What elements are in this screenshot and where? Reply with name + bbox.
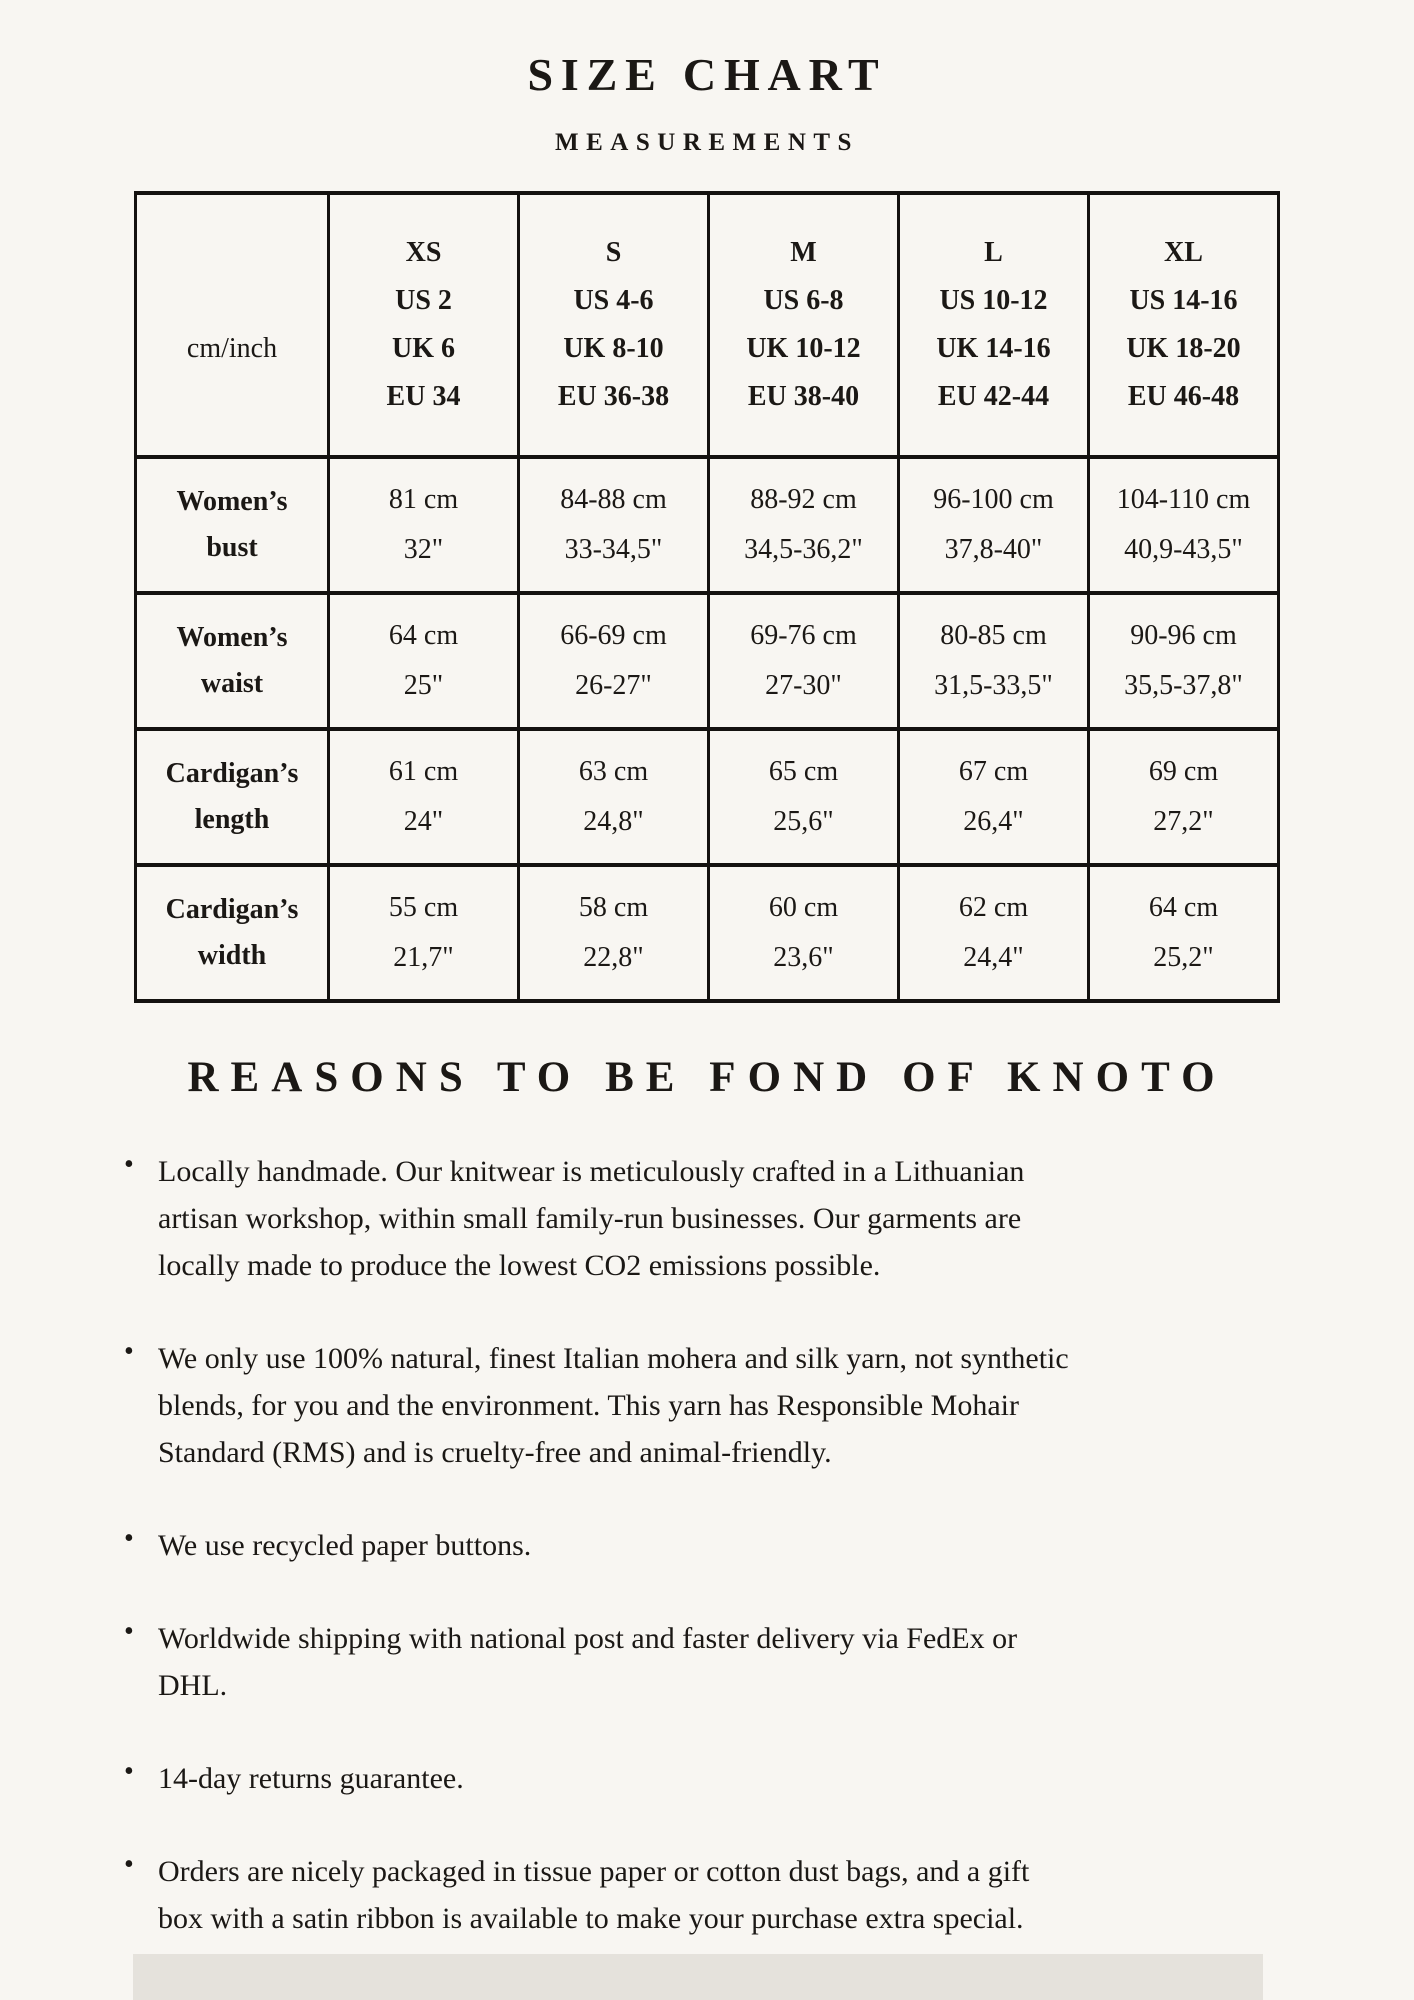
value-inch: 24": [403, 805, 444, 837]
measurement-cell: [519, 729, 709, 865]
reason-text-line: • Worldwide shipping with national post and faster delivery via FedEx or: [158, 1621, 1018, 1655]
value-inch: 26-27": [575, 669, 652, 701]
size-eu: EU 42-44: [937, 380, 1050, 412]
measurement-cell: [329, 729, 519, 865]
value-cm: 65 cm: [768, 755, 839, 787]
size-header-l: [899, 193, 1089, 457]
value-cm: 88-92 cm: [750, 483, 857, 515]
reason-text-line: • We use recycled paper buttons.: [158, 1528, 532, 1562]
table-row-cardigans-length: [136, 729, 1279, 865]
row-label: Cardigan’s: [165, 893, 299, 925]
row-label: bust: [206, 531, 258, 563]
size-eu: EU 46-48: [1127, 380, 1240, 412]
measurement-cell: [1089, 593, 1279, 729]
measurement-cell: [519, 865, 709, 1001]
measurement-cell: [709, 593, 899, 729]
measurement-cell: [1089, 865, 1279, 1001]
value-cm: 60 cm: [768, 891, 839, 923]
reason-text-line: • We only use 100% natural, finest Italian mohera and silk yarn, not synthetic: [158, 1341, 1069, 1375]
row-label-cell: [136, 593, 329, 729]
reason-text-line: • Orders are nicely packaged in tissue paper or cotton dust bags, and a gift: [158, 1854, 1030, 1888]
size-uk: UK 10-12: [746, 332, 861, 364]
reason-text-line: locally made to produce the lowest CO2 emissions possible.: [158, 1248, 881, 1282]
value-inch: 24,4": [963, 941, 1024, 973]
value-cm: 67 cm: [958, 755, 1029, 787]
value-cm: 64 cm: [388, 619, 459, 651]
measurement-cell: [709, 457, 899, 593]
size-eu: EU 38-40: [747, 380, 860, 412]
size-chart-table: [134, 191, 1280, 1003]
list-item: [158, 1148, 1414, 1289]
value-cm: 104-110 cm: [1116, 483, 1251, 515]
row-label-cell: [136, 457, 329, 593]
value-inch: 27,2": [1153, 805, 1214, 837]
reason-text-line: artisan workshop, within small family-run businesses. Our garments are: [158, 1201, 1022, 1235]
measurement-cell: [329, 865, 519, 1001]
value-inch: 34,5-36,2": [744, 533, 863, 565]
size-header-xl: [1089, 193, 1279, 457]
size-uk: UK 14-16: [936, 332, 1051, 364]
measurement-cell: [1089, 457, 1279, 593]
value-inch: 35,5-37,8": [1124, 669, 1243, 701]
size-uk: UK 8-10: [563, 332, 664, 364]
size-header-s: [519, 193, 709, 457]
page-subtitle: MEASUREMENTS: [555, 128, 859, 156]
value-inch: 37,8-40": [944, 533, 1043, 565]
size-name: XL: [1164, 236, 1203, 268]
row-label-cell: [136, 865, 329, 1001]
size-header-m: [709, 193, 899, 457]
value-inch: 26,4": [963, 805, 1024, 837]
measurement-cell: [329, 593, 519, 729]
row-label-cell: [136, 729, 329, 865]
row-label: width: [197, 939, 267, 971]
measurement-cell: [899, 457, 1089, 593]
list-item: [158, 1755, 1414, 1802]
size-eu: EU 36-38: [557, 380, 670, 412]
value-inch: 31,5-33,5": [934, 669, 1053, 701]
size-name: L: [984, 236, 1003, 268]
size-name: S: [605, 236, 622, 268]
reason-text-line: Standard (RMS) and is cruelty-free and animal-friendly.: [158, 1435, 832, 1469]
size-name: XS: [405, 236, 442, 268]
list-item: [158, 1615, 1414, 1709]
list-item: [158, 1848, 1414, 1942]
value-inch: 25,2": [1153, 941, 1214, 973]
value-cm: 96-100 cm: [933, 483, 1054, 515]
value-cm: 58 cm: [578, 891, 649, 923]
value-cm: 63 cm: [578, 755, 649, 787]
reasons-list: [158, 1148, 1414, 1942]
size-us: US 6-8: [763, 284, 844, 316]
value-cm: 69 cm: [1148, 755, 1219, 787]
page-title: SIZE CHART: [527, 49, 887, 100]
value-cm: 64 cm: [1148, 891, 1219, 923]
size-eu: EU 34: [386, 380, 461, 412]
row-label: Women’s: [176, 621, 288, 653]
measurement-cell: [1089, 729, 1279, 865]
table-row-cardigans-width: [136, 865, 1279, 1001]
list-item: [158, 1522, 1414, 1569]
reason-text-line: blends, for you and the environment. This yarn has Responsible Mohair: [158, 1388, 1019, 1422]
size-us: US 10-12: [939, 284, 1048, 316]
value-inch: 24,8": [583, 805, 644, 837]
size-header-xs: [329, 193, 519, 457]
value-cm: 90-96 cm: [1130, 619, 1237, 651]
value-cm: 62 cm: [958, 891, 1029, 923]
value-inch: 23,6": [773, 941, 834, 973]
size-us: US 14-16: [1129, 284, 1238, 316]
size-us: US 2: [395, 284, 452, 316]
table-row-womens-waist: [136, 593, 1279, 729]
row-label: Women’s: [176, 485, 288, 517]
value-inch: 27-30": [765, 669, 842, 701]
reason-text-line: box with a satin ribbon is available to make your purchase extra special.: [158, 1901, 1024, 1935]
measurement-cell: [709, 729, 899, 865]
row-label: length: [194, 803, 270, 835]
measurement-cell: [329, 457, 519, 593]
value-inch: 25": [403, 669, 444, 701]
value-cm: 69-76 cm: [750, 619, 857, 651]
value-inch: 32": [403, 533, 444, 565]
value-cm: 66-69 cm: [560, 619, 667, 651]
size-uk: UK 6: [392, 332, 455, 364]
value-cm: 80-85 cm: [940, 619, 1047, 651]
measurement-cell: [899, 729, 1089, 865]
reason-text-line: DHL.: [158, 1668, 228, 1702]
size-us: US 4-6: [573, 284, 654, 316]
value-inch: 33-34,5": [564, 533, 663, 565]
unit-label-cell: [136, 193, 329, 457]
value-cm: 61 cm: [388, 755, 459, 787]
unit-label: cm/inch: [186, 332, 278, 364]
bottom-gray-block: [133, 1954, 1263, 2000]
measurement-cell: [519, 593, 709, 729]
measurement-cell: [899, 593, 1089, 729]
value-cm: 84-88 cm: [560, 483, 667, 515]
row-label: Cardigan’s: [165, 757, 299, 789]
value-inch: 22,8": [583, 941, 644, 973]
value-cm: 81 cm: [388, 483, 459, 515]
value-cm: 55 cm: [388, 891, 459, 923]
measurement-cell: [709, 865, 899, 1001]
table-row-womens-bust: [136, 457, 1279, 593]
list-item: [158, 1335, 1414, 1476]
measurement-cell: [899, 865, 1089, 1001]
reason-text-line: • Locally handmade. Our knitwear is meticulously crafted in a Lithuanian: [158, 1154, 1025, 1188]
value-inch: 21,7": [393, 941, 454, 973]
measurement-cell: [519, 457, 709, 593]
row-label: waist: [200, 667, 264, 699]
size-uk: UK 18-20: [1126, 332, 1241, 364]
value-inch: 40,9-43,5": [1124, 533, 1243, 565]
size-table-header-row: [136, 193, 1279, 457]
size-name: M: [790, 236, 817, 268]
reasons-heading: REASONS TO BE FOND OF KNOTO: [187, 1053, 1227, 1101]
reason-text-line: • 14-day returns guarantee.: [158, 1761, 464, 1795]
value-inch: 25,6": [773, 805, 834, 837]
